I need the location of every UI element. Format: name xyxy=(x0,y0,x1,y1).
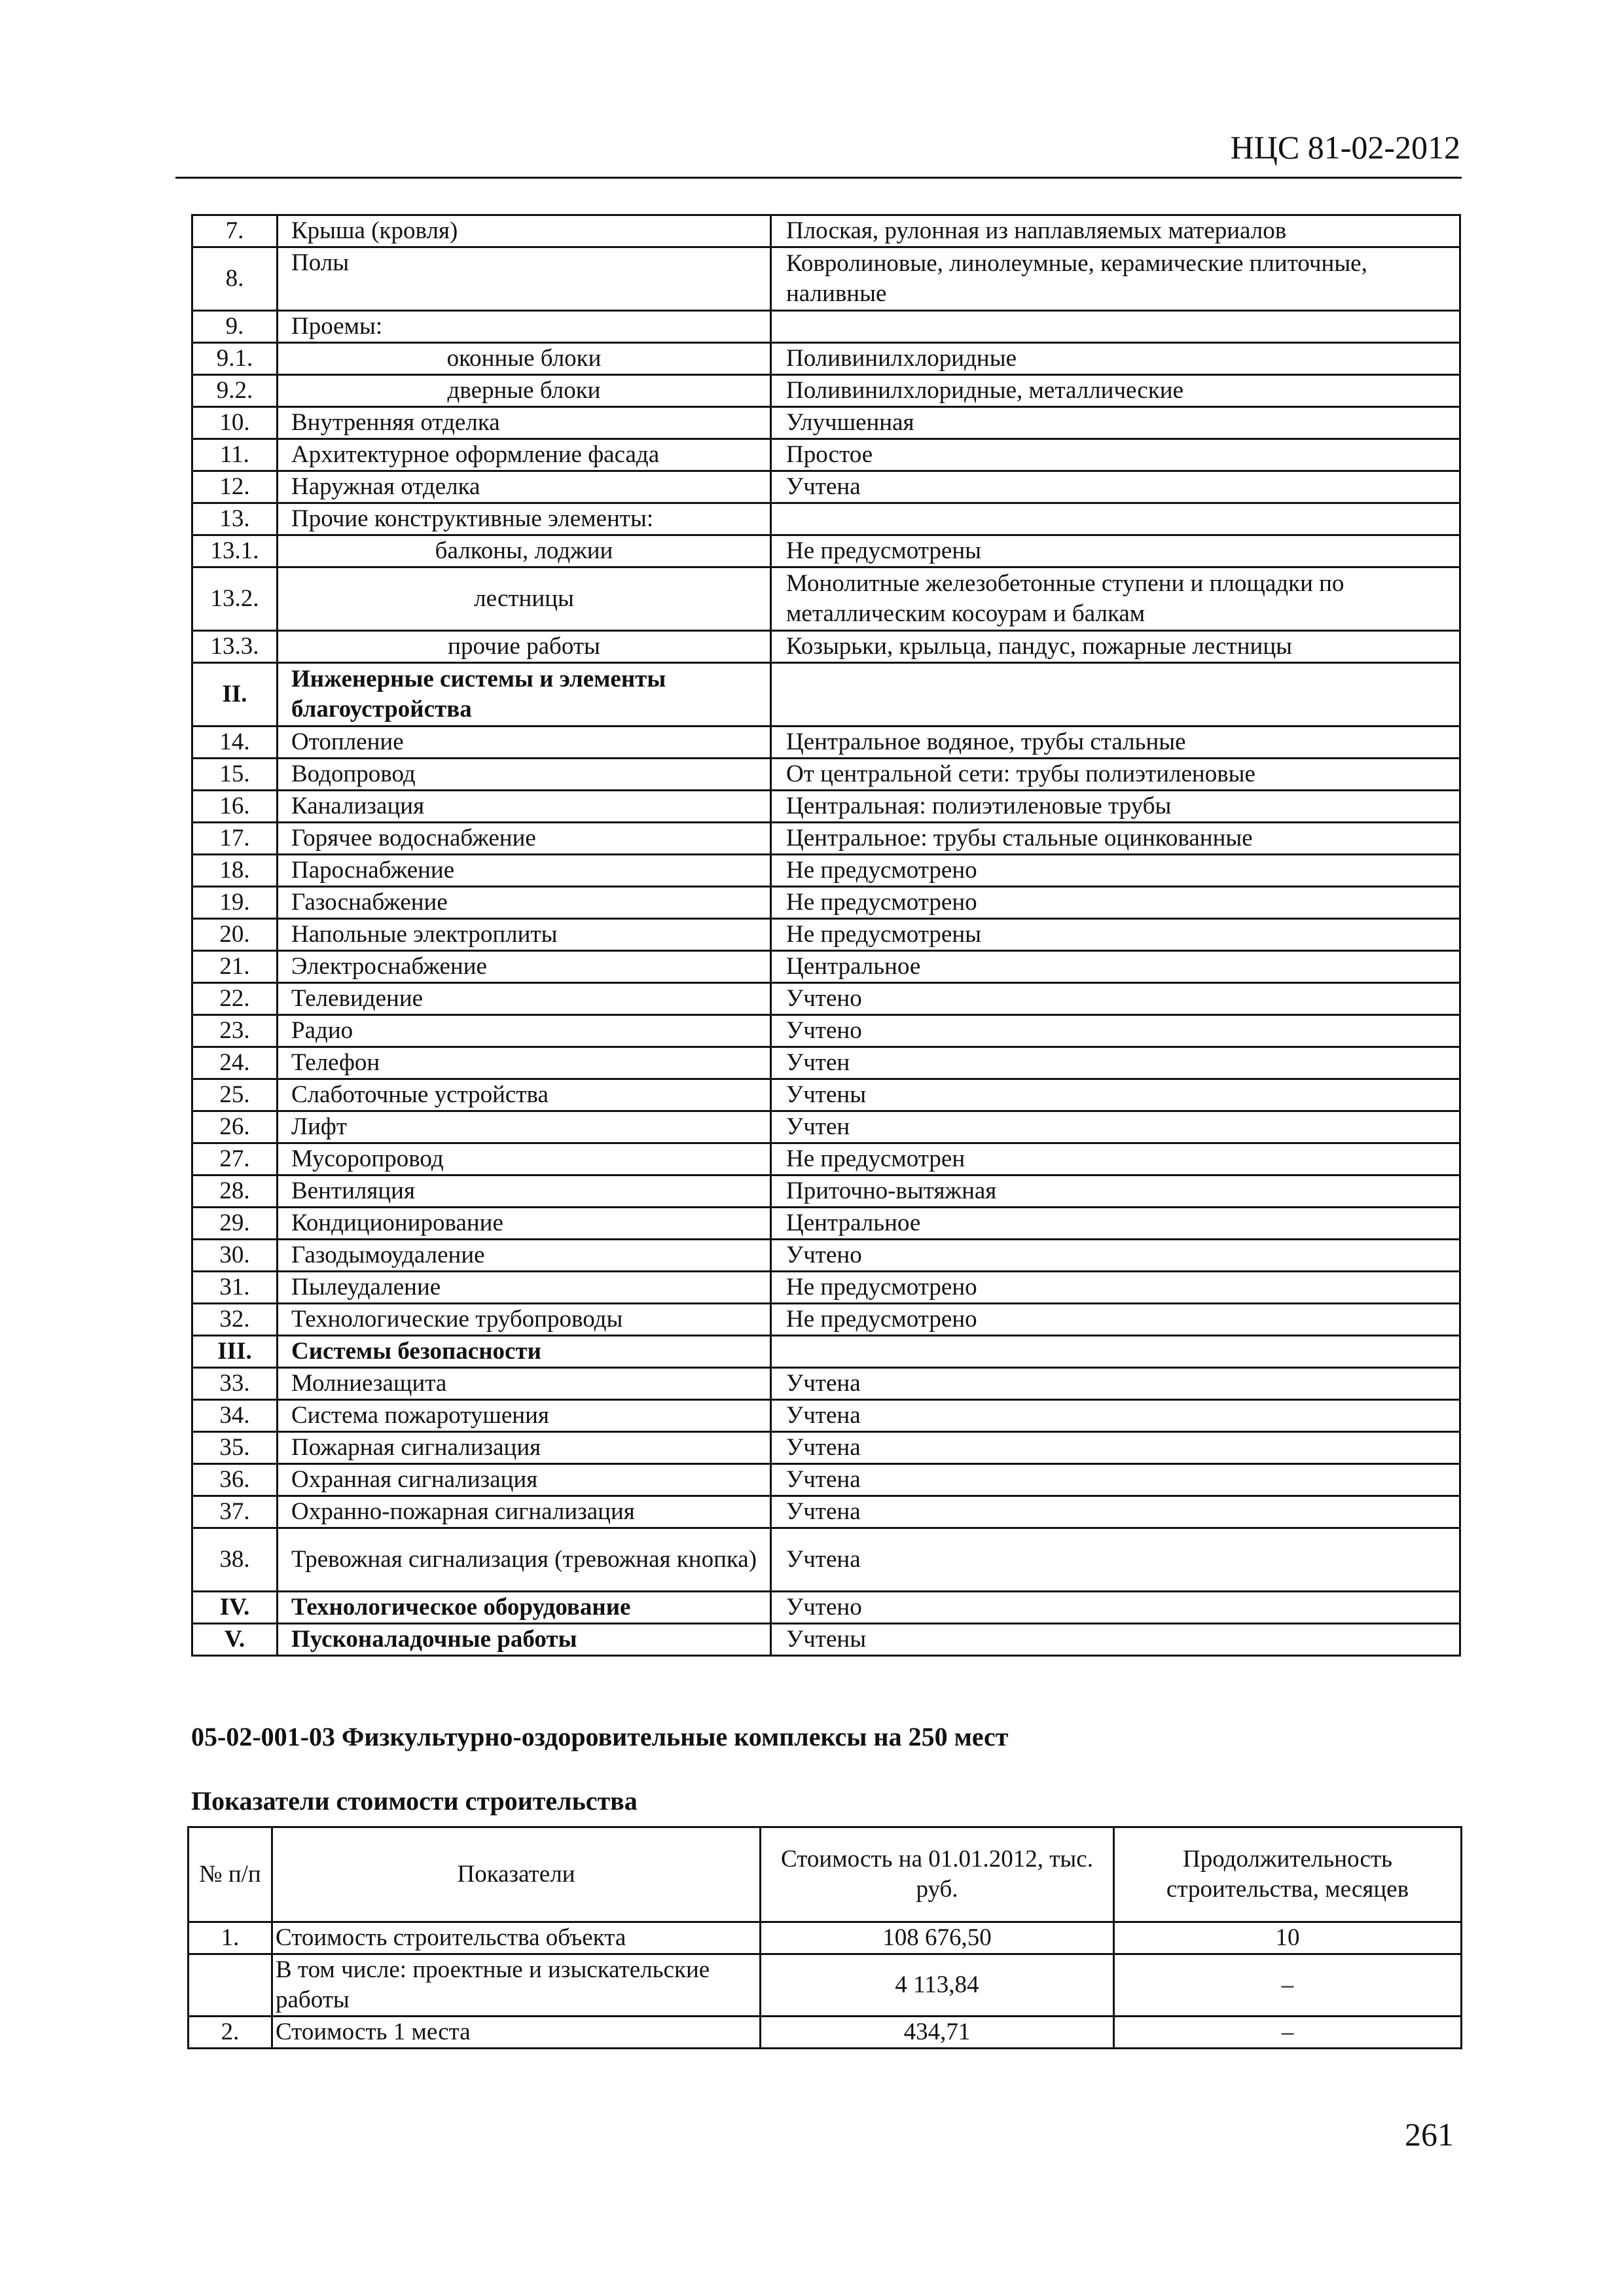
spec-row-number: 12. xyxy=(192,471,278,503)
spec-row-name: дверные блоки xyxy=(278,375,771,407)
spec-row-number: 9.2. xyxy=(192,375,278,407)
spec-row-number: 29. xyxy=(192,1208,278,1240)
spec-row-name: Газодымоудаление xyxy=(278,1240,771,1272)
spec-row-value: Учтено xyxy=(771,1592,1460,1624)
spec-row xyxy=(192,1143,1460,1175)
spec-row-name: Пылеудаление xyxy=(278,1272,771,1304)
spec-row xyxy=(192,439,1460,471)
spec-row xyxy=(192,1528,1460,1592)
spec-row xyxy=(192,343,1460,375)
spec-row xyxy=(192,375,1460,407)
spec-row-number: 20. xyxy=(192,919,278,951)
spec-row xyxy=(192,1624,1460,1656)
spec-row-number: 27. xyxy=(192,1143,278,1175)
spec-row xyxy=(192,1015,1460,1047)
spec-row xyxy=(192,471,1460,503)
header-num: № п/п xyxy=(189,1827,272,1922)
spec-row-value: Учтен xyxy=(771,1047,1460,1079)
spec-row-value: Учтены xyxy=(771,1079,1460,1111)
spec-row xyxy=(192,311,1460,343)
spec-row-name: Отопление xyxy=(278,726,771,759)
spec-row-name: Крыша (кровля) xyxy=(278,215,771,247)
spec-row-number: 15. xyxy=(192,759,278,791)
spec-table-body xyxy=(192,215,1460,1656)
spec-row-name: Вентиляция xyxy=(278,1175,771,1208)
spec-row xyxy=(192,503,1460,535)
spec-row-value: Приточно-вытяжная xyxy=(771,1175,1460,1208)
spec-row xyxy=(192,663,1460,726)
spec-row-value: Поливинилхлоридные, металлические xyxy=(771,375,1460,407)
spec-row-number: 7. xyxy=(192,215,278,247)
spec-row-value: Учтена xyxy=(771,1432,1460,1464)
spec-row xyxy=(192,983,1460,1015)
spec-row-name: оконные блоки xyxy=(278,343,771,375)
spec-row-number: 33. xyxy=(192,1368,278,1400)
spec-row xyxy=(192,1592,1460,1624)
spec-row xyxy=(192,791,1460,823)
cost-row-cost: 4 113,84 xyxy=(761,1954,1114,2017)
spec-row-number: 8. xyxy=(192,247,278,311)
spec-row-value: Учтена xyxy=(771,1368,1460,1400)
spec-row-number: 38. xyxy=(192,1528,278,1592)
spec-row-value: Учтена xyxy=(771,471,1460,503)
spec-row xyxy=(192,535,1460,567)
spec-row-number: 13. xyxy=(192,503,278,535)
cost-row-number: 1. xyxy=(189,1922,272,1954)
spec-row-number: 17. xyxy=(192,823,278,855)
spec-row-number: 9.1. xyxy=(192,343,278,375)
spec-row-value: Учтена xyxy=(771,1496,1460,1528)
spec-row-number: 13.1. xyxy=(192,535,278,567)
spec-row xyxy=(192,215,1460,247)
spec-row xyxy=(192,1272,1460,1304)
spec-row-name: Пожарная сигнализация xyxy=(278,1432,771,1464)
spec-row-value: Поливинилхлоридные xyxy=(771,343,1460,375)
page-number: 261 xyxy=(1405,2116,1454,2153)
spec-row-value: Учтен xyxy=(771,1111,1460,1143)
spec-row-number: 10. xyxy=(192,407,278,439)
spec-row-value: Центральное xyxy=(771,951,1460,983)
spec-row xyxy=(192,1304,1460,1336)
cost-row xyxy=(189,1954,1462,2017)
spec-row-value: Центральное xyxy=(771,1208,1460,1240)
spec-row-value xyxy=(771,503,1460,535)
spec-row xyxy=(192,1464,1460,1496)
spec-row-number: 24. xyxy=(192,1047,278,1079)
spec-row-name: лестницы xyxy=(278,567,771,631)
spec-row xyxy=(192,1240,1460,1272)
spec-row-name: Слаботочные устройства xyxy=(278,1079,771,1111)
cost-row-name: Стоимость строительства объекта xyxy=(272,1922,761,1954)
spec-row-name: Технологические трубопроводы xyxy=(278,1304,771,1336)
spec-row-number: IV. xyxy=(192,1592,278,1624)
spec-row-value: От центральной сети: трубы полиэтиленовые xyxy=(771,759,1460,791)
spec-row-number: III. xyxy=(192,1336,278,1368)
spec-row xyxy=(192,1047,1460,1079)
spec-row-number: 26. xyxy=(192,1111,278,1143)
spec-row-number: 34. xyxy=(192,1400,278,1432)
spec-row-number: 37. xyxy=(192,1496,278,1528)
spec-row xyxy=(192,726,1460,759)
spec-row xyxy=(192,919,1460,951)
spec-row xyxy=(192,887,1460,919)
spec-row-value: Учтено xyxy=(771,1015,1460,1047)
spec-row-value: Учтена xyxy=(771,1464,1460,1496)
cost-row-duration: – xyxy=(1114,1954,1462,2017)
cost-row-name: В том числе: проектные и изыскательские работы xyxy=(272,1954,761,2017)
spec-row xyxy=(192,1496,1460,1528)
spec-row-value: Монолитные железобетонные ступени и площадки по металлическим косоурам и балкам xyxy=(771,567,1460,631)
cost-row-name: Стоимость 1 места xyxy=(272,2017,761,2049)
spec-row-name: Проемы: xyxy=(278,311,771,343)
spec-row-name: Телефон xyxy=(278,1047,771,1079)
cost-row-duration: – xyxy=(1114,2017,1462,2049)
header-divider xyxy=(175,177,1462,179)
spec-row-name: Внутренняя отделка xyxy=(278,407,771,439)
spec-row-value: Не предусмотрены xyxy=(771,535,1460,567)
cost-table-header-row xyxy=(189,1827,1462,1922)
cost-table xyxy=(187,1826,1462,2049)
spec-row-value: Учтены xyxy=(771,1624,1460,1656)
cost-row-number: 2. xyxy=(189,2017,272,2049)
spec-row-number: 22. xyxy=(192,983,278,1015)
spec-row-number: 28. xyxy=(192,1175,278,1208)
cost-row xyxy=(189,1922,1462,1954)
spec-row-name: Охранная сигнализация xyxy=(278,1464,771,1496)
spec-row xyxy=(192,1432,1460,1464)
spec-row-value: Центральная: полиэтиленовые трубы xyxy=(771,791,1460,823)
spec-row-value: Не предусмотрено xyxy=(771,1272,1460,1304)
spec-row-value xyxy=(771,1336,1460,1368)
spec-row-value: Учтена xyxy=(771,1400,1460,1432)
cost-row-cost: 434,71 xyxy=(761,2017,1114,2049)
spec-row-number: 23. xyxy=(192,1015,278,1047)
spec-row-name: Газоснабжение xyxy=(278,887,771,919)
spec-row-number: 11. xyxy=(192,439,278,471)
spec-row xyxy=(192,1368,1460,1400)
spec-row-name: Инженерные системы и элементы благоустройства xyxy=(278,663,771,726)
cost-table-body xyxy=(189,1922,1462,2049)
spec-row-name: балконы, лоджии xyxy=(278,535,771,567)
spec-row xyxy=(192,1175,1460,1208)
spec-row-number: 25. xyxy=(192,1079,278,1111)
spec-row-value: Учтено xyxy=(771,983,1460,1015)
spec-row xyxy=(192,1111,1460,1143)
spec-row-name: Напольные электроплиты xyxy=(278,919,771,951)
spec-row xyxy=(192,1400,1460,1432)
spec-row-name: Технологическое оборудование xyxy=(278,1592,771,1624)
spec-row xyxy=(192,759,1460,791)
spec-row-value: Не предусмотрены xyxy=(771,919,1460,951)
spec-row-value: Центральное водяное, трубы стальные xyxy=(771,726,1460,759)
spec-row-number: 13.3. xyxy=(192,631,278,663)
spec-row-value: Простое xyxy=(771,439,1460,471)
spec-row-number: 13.2. xyxy=(192,567,278,631)
subsection-title: Показатели стоимости строительства xyxy=(191,1786,638,1816)
spec-row-number: 32. xyxy=(192,1304,278,1336)
spec-row-number: 31. xyxy=(192,1272,278,1304)
spec-row-name: Архитектурное оформление фасада xyxy=(278,439,771,471)
cost-row xyxy=(189,2017,1462,2049)
spec-row-value: Не предусмотрено xyxy=(771,1304,1460,1336)
spec-row-number: 18. xyxy=(192,855,278,887)
header-name: Показатели xyxy=(272,1827,761,1922)
spec-row xyxy=(192,1079,1460,1111)
spec-row-name: Система пожаротушения xyxy=(278,1400,771,1432)
spec-row-name: Телевидение xyxy=(278,983,771,1015)
spec-row-value: Не предусмотрено xyxy=(771,855,1460,887)
spec-row-value: Козырьки, крыльца, пандус, пожарные лестницы xyxy=(771,631,1460,663)
spec-row-name: Кондиционирование xyxy=(278,1208,771,1240)
spec-row-value: Не предусмотрен xyxy=(771,1143,1460,1175)
spec-row xyxy=(192,823,1460,855)
cost-row-cost: 108 676,50 xyxy=(761,1922,1114,1954)
spec-row-name: Горячее водоснабжение xyxy=(278,823,771,855)
spec-row-name: Прочие конструктивные элементы: xyxy=(278,503,771,535)
spec-row-number: 16. xyxy=(192,791,278,823)
spec-row-number: V. xyxy=(192,1624,278,1656)
spec-row-value: Ковролиновые, линолеумные, керамические плиточные, наливные xyxy=(771,247,1460,311)
spec-row-number: 14. xyxy=(192,726,278,759)
spec-row-name: Канализация xyxy=(278,791,771,823)
spec-row-name: Системы безопасности xyxy=(278,1336,771,1368)
spec-row xyxy=(192,567,1460,631)
spec-row-name: Радио xyxy=(278,1015,771,1047)
spec-row-name: Молниезащита xyxy=(278,1368,771,1400)
section-title: 05-02-001-03 Физкультурно-оздоровительные комплексы на 250 мест xyxy=(191,1722,1009,1751)
spec-row-name: Тревожная сигнализация (тревожная кнопка) xyxy=(278,1528,771,1592)
cost-row-number xyxy=(189,1954,272,2017)
spec-row-name: Лифт xyxy=(278,1111,771,1143)
spec-row-name: Наружная отделка xyxy=(278,471,771,503)
spec-row-value: Плоская, рулонная из наплавляемых материалов xyxy=(771,215,1460,247)
header-duration: Продолжительность строительства, месяцев xyxy=(1114,1827,1462,1922)
spec-row-name: Пароснабжение xyxy=(278,855,771,887)
spec-row-value xyxy=(771,311,1460,343)
spec-row-number: 30. xyxy=(192,1240,278,1272)
spec-row-number: 36. xyxy=(192,1464,278,1496)
spec-row xyxy=(192,855,1460,887)
spec-row-value: Учтена xyxy=(771,1528,1460,1592)
spec-row-name: Охранно-пожарная сигнализация xyxy=(278,1496,771,1528)
spec-row-number: II. xyxy=(192,663,278,726)
spec-row-number: 19. xyxy=(192,887,278,919)
spec-row-value xyxy=(771,663,1460,726)
header-cost: Стоимость на 01.01.2012, тыс. руб. xyxy=(761,1827,1114,1922)
spec-row xyxy=(192,407,1460,439)
spec-row xyxy=(192,1208,1460,1240)
spec-row-name: прочие работы xyxy=(278,631,771,663)
spec-row-value: Не предусмотрено xyxy=(771,887,1460,919)
spec-table xyxy=(191,214,1461,1657)
spec-row-number: 9. xyxy=(192,311,278,343)
spec-row-value: Центральное: трубы стальные оцинкованные xyxy=(771,823,1460,855)
spec-row xyxy=(192,951,1460,983)
spec-row-number: 21. xyxy=(192,951,278,983)
spec-row xyxy=(192,247,1460,311)
spec-row-value: Учтено xyxy=(771,1240,1460,1272)
document-code: НЦС 81-02-2012 xyxy=(1230,129,1460,166)
spec-row-name: Мусоропровод xyxy=(278,1143,771,1175)
spec-row-name: Водопровод xyxy=(278,759,771,791)
cost-row-duration: 10 xyxy=(1114,1922,1462,1954)
spec-row xyxy=(192,1336,1460,1368)
spec-row-name: Электроснабжение xyxy=(278,951,771,983)
spec-row xyxy=(192,631,1460,663)
spec-row-value: Улучшенная xyxy=(771,407,1460,439)
spec-row-name: Полы xyxy=(278,247,771,311)
spec-row-number: 35. xyxy=(192,1432,278,1464)
spec-row-name: Пусконаладочные работы xyxy=(278,1624,771,1656)
